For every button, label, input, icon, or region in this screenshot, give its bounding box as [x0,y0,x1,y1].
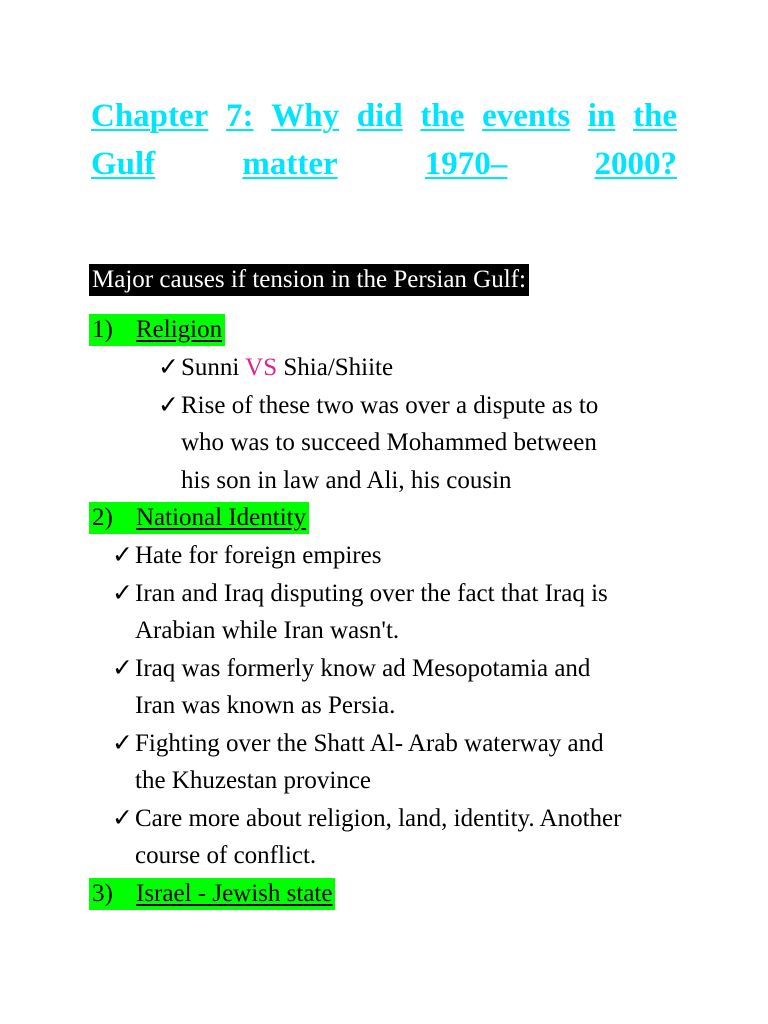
title-word: the [633,98,677,134]
title-word: Why [271,98,340,134]
list-item [112,725,604,763]
list-item [112,650,591,688]
item-text: Shia/Shiite [277,354,394,381]
list-item-continuation [181,462,512,500]
section-heading-text: National Identity [136,504,307,531]
chapter-title-line-1 [91,92,677,140]
section-heading-text: Religion [136,316,223,343]
item-text: Hate for foreign empires [135,542,382,569]
checkmark-icon: ✓ [112,730,133,757]
item-text: who was to succeed Mohammed between [181,429,597,456]
item-text: Care more about religion, land, identity. Another [135,805,622,832]
item-text: Fighting over the Shatt Al- Arab waterway and [135,730,604,757]
section-heading-national-identity [89,502,309,534]
checkmark-icon: ✓ [112,805,133,832]
item-text: Iraq was formerly know ad Mesopotamia and [135,655,591,682]
title-word: matter [242,146,338,182]
checkmark-icon: ✓ [112,542,133,569]
list-item-continuation [135,687,395,725]
title-word: Gulf [91,146,156,182]
item-text: his son in law and Ali, his cousin [181,467,512,494]
section-number: 3) [92,880,113,907]
title-word: events [482,98,571,134]
vs-text: VS [245,354,278,381]
list-item-continuation [135,762,371,800]
checkmark-icon: ✓ [112,655,133,682]
section-heading-israel [89,878,335,910]
list-item [112,537,382,575]
item-text: Arabian while Iran wasn't. [135,617,400,644]
title-word: 2000? [594,146,677,182]
item-text: Rise of these two was over a dispute as to [181,392,599,419]
title-word: Chapter [91,98,209,134]
list-item-continuation [181,424,597,462]
item-text: Iran and Iraq disputing over the fact that Iraq is [135,580,608,607]
title-word: did [356,98,403,134]
list-item [158,349,394,387]
item-text: Sunni [181,354,246,381]
list-item [112,575,608,613]
item-text: course of conflict. [135,842,317,869]
checkmark-icon: ✓ [158,392,179,419]
item-text: Iran was known as Persia. [135,692,396,719]
section-heading-religion [89,314,225,346]
list-item-continuation [135,837,316,875]
checkmark-icon: ✓ [112,580,133,607]
title-word: 7: [226,98,254,134]
title-word: in [587,98,616,134]
list-item-continuation [135,612,399,650]
checkmark-icon: ✓ [158,354,179,381]
list-item [112,800,622,838]
section-number: 2) [92,504,113,531]
section-number: 1) [92,316,113,343]
item-text: the Khuzestan province [135,767,372,794]
section-heading-text: Israel - Jewish state [136,880,333,907]
title-word: the [420,98,465,134]
chapter-title-line-2 [91,140,677,188]
intro-heading: Major causes if tension in the Persian Gulf: [89,264,529,296]
list-item [158,387,599,425]
title-word: 1970– [424,146,508,182]
